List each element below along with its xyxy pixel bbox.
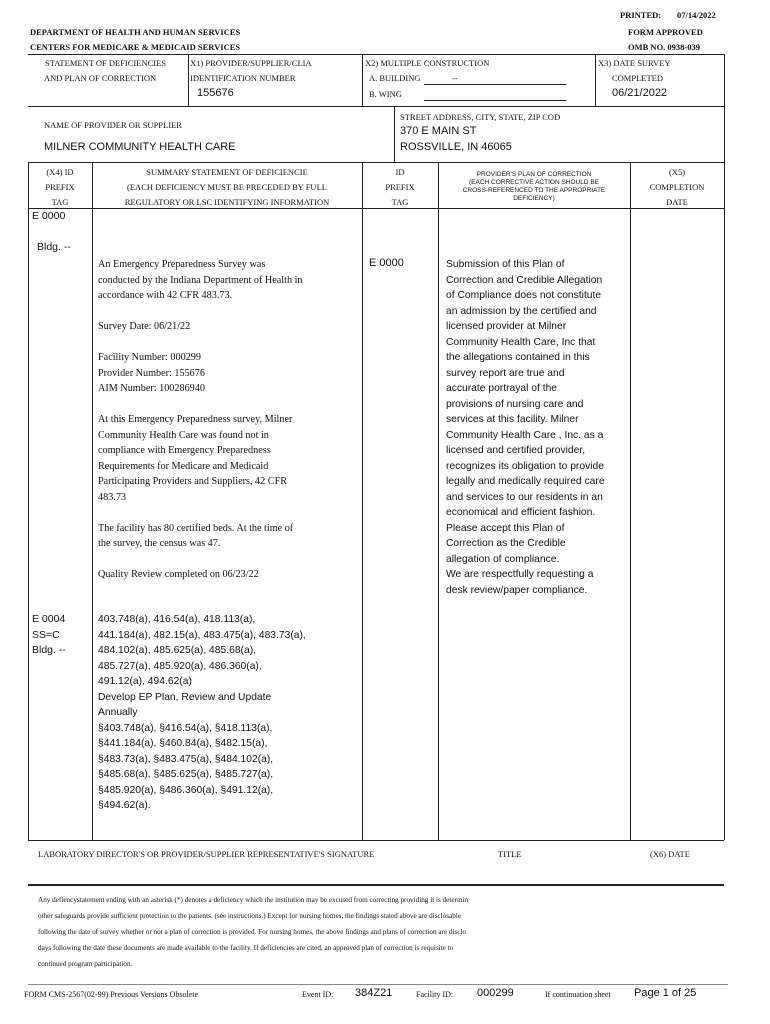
address-line-2: ROSSVILLE, IN 46065 bbox=[400, 141, 512, 153]
col-sep-1 bbox=[92, 162, 93, 840]
signature-bottom bbox=[28, 884, 724, 886]
printed-label: PRINTED: bbox=[620, 10, 662, 20]
col-header-id-mid: ID PREFIX TAG bbox=[385, 167, 415, 207]
footer-line bbox=[28, 984, 728, 985]
provider-name-value: MILNER COMMUNITY HEALTH CARE bbox=[44, 141, 236, 153]
tag-e0000: E 0000 bbox=[32, 210, 66, 222]
title-label: TITLE bbox=[498, 849, 522, 859]
col-header-plan: PROVIDER'S PLAN OF CORRECTION (EACH CORRECTIVE ACTION SHOULD BE CROSS-REFERENCED TO THE APPROPRIATE DEFICIENCY) bbox=[462, 171, 606, 202]
bldg-label: Bldg. -- bbox=[37, 241, 71, 253]
provider-id-label-2: IDENTIFICATION NUMBER bbox=[190, 73, 296, 83]
form-approved: FORM APPROVED bbox=[628, 27, 703, 37]
address-line-1: 370 E MAIN ST bbox=[400, 125, 477, 137]
header-row-top bbox=[28, 162, 724, 163]
summary-ep-plan: 403.748(a), 416.54(a), 418.113(a), 441.184(a), 482.15(a), 483.475(a), 483.73(a), 484.102(a), 485.625(a), 485.68(a), 485.727(a), 485.920(a), 486.360(a), 491.12(a), 494.62(a) Develop EP Plan, Review and Update Annually §403.748(a), §416.54(a), §418.113(a), §441.184(a), §460.84(a), §482.15(a), §483.73(a), §483.475(a), §484.102(a), §485.68(a), §485.625(a), §485.727(a), §485.920(a), §486.360(a), §491.12(a), §494.62(a). bbox=[98, 614, 306, 811]
box-sep-1 bbox=[188, 54, 189, 106]
col-header-id-left: (X4) ID PREFIX TAG bbox=[45, 167, 75, 207]
facility-id-label: Facility ID: bbox=[416, 990, 454, 999]
left-border bbox=[28, 162, 29, 840]
date-label: (X6) DATE bbox=[650, 849, 690, 859]
building-underline bbox=[424, 84, 566, 85]
survey-date-label-1: X3) DATE SURVEY bbox=[598, 58, 671, 68]
printed-date: 07/14/2022 bbox=[677, 10, 716, 20]
col-header-completion: (X5) COMPLETION DATE bbox=[649, 167, 705, 207]
page-number: Page 1 of 25 bbox=[634, 987, 697, 999]
survey-date-label-2: COMPLETED bbox=[612, 73, 663, 83]
signature-top bbox=[28, 840, 724, 841]
survey-date-value: 06/21/2022 bbox=[612, 87, 668, 99]
col-sep-3 bbox=[438, 162, 439, 840]
omb-number: OMB NO. 0938-039 bbox=[628, 42, 701, 52]
building-value: -- bbox=[452, 73, 458, 83]
signature-label: LABORATORY DIRECTOR'S OR PROVIDER/SUPPLIER REPRESENTATIVE'S SIGNATURE bbox=[38, 849, 375, 859]
form-number: FORM CMS-2567(02-99) Previous Versions Obsolete bbox=[24, 990, 199, 999]
box-sep-3 bbox=[595, 54, 596, 106]
address-label: STREET ADDRESS, CITY, STATE, ZIP COD bbox=[400, 112, 561, 122]
right-border bbox=[724, 54, 725, 840]
box-sep-2 bbox=[362, 54, 363, 106]
event-id-label: Event ID: bbox=[302, 990, 334, 999]
wing-label: B. WING bbox=[369, 89, 402, 99]
provider-id-value: 155676 bbox=[197, 87, 234, 99]
provider-name-label: NAME OF PROVIDER OR SUPPLIER bbox=[44, 120, 182, 130]
mid-tag-e0000: E 0000 bbox=[369, 257, 404, 269]
continuation-label: If continuation sheet bbox=[545, 990, 611, 999]
col-sep-4 bbox=[630, 162, 631, 840]
col-sep-2 bbox=[362, 162, 363, 840]
summary-ep-survey: An Emergency Preparedness Survey was conducted by the Indiana Department of Health in accordance with 42 CFR 483.73. Survey Date: 06/21/22 Facility Number: 000299 Provider Number: 155676 AIM Number: 100286940 At this Emergency Preparedness survey, Milner Community Health Care was found not in compliance with Emergency Preparedness Requirements for Medicare and Medicaid Participating Providers and Suppliers, 42 CFR 483.73 The facility has 80 certified beds. At the time of the survey, the census was 47. Quality Review completed on 06/23/22 bbox=[98, 259, 303, 580]
building-label: A. BUILDING bbox=[369, 73, 421, 83]
event-id-value: 384Z21 bbox=[355, 987, 393, 999]
statement-label-2: AND PLAN OF CORRECTION bbox=[44, 73, 157, 83]
agency-name: CENTERS FOR MEDICARE & MEDICAID SERVICES bbox=[30, 42, 241, 52]
provider-id-label-1: X1) PROVIDER/SUPPLIER/CLIA bbox=[190, 58, 312, 68]
tag-e0004: E 0004 SS=C Bldg. -- bbox=[32, 613, 66, 656]
statement-label-1: STATEMENT OF DEFICIENCIES bbox=[45, 58, 167, 68]
wing-underline bbox=[424, 100, 566, 101]
col-header-summary: SUMMARY STATEMENT OF DEFICIENCIE (EACH DEFICIENCY MUST BE PRECEDED BY FULL REGULATORY OR LSC IDENTIFYING INFORMATION bbox=[124, 167, 330, 207]
construction-label: X2) MULTIPLE CONSTRUCTION bbox=[365, 58, 490, 68]
plan-of-correction-text: Submission of this Plan of Correction and Credible Allegation of Compliance does not constitute an admission by the certified and licensed provider at Milner Community Health Care, Inc that the allegations contained in this survey report are true and accurate portrayal of the provisions of nursing care and services at this facility. Milner Community Health Care , Inc. as a licensed and certified provider, recognizes its obligation to provide legally and medically required care and services to our residents in an economical and efficient fashion. Please accept this Plan of Correction as the Credible allegation of compliance. We are respectfully requesting a desk review/paper compliance. bbox=[446, 259, 605, 596]
facility-id-value: 000299 bbox=[477, 987, 514, 999]
department-name: DEPARTMENT OF HEALTH AND HUMAN SERVICES bbox=[30, 27, 241, 37]
disclaimer-text: Any defiencystatement ending with an asterisk (*) denotes a deficiency which the institution may be excused from correcting providing it is determin other safeguards provide sufficient protection to the patients. (see instructions.) Except for nursing homes, the findings stated above are disclosable following the date of survey whether or not a plan of correction is provided. For nursing homes, the above findings and plans of correction are disclo days following the date these documents are made available to the facility. If deficiencies are cited, an approved plan of correction is requisite to continued program participation. bbox=[38, 896, 469, 968]
top-border bbox=[28, 54, 724, 55]
box-divider bbox=[28, 106, 724, 107]
box-sep-4 bbox=[394, 106, 395, 162]
